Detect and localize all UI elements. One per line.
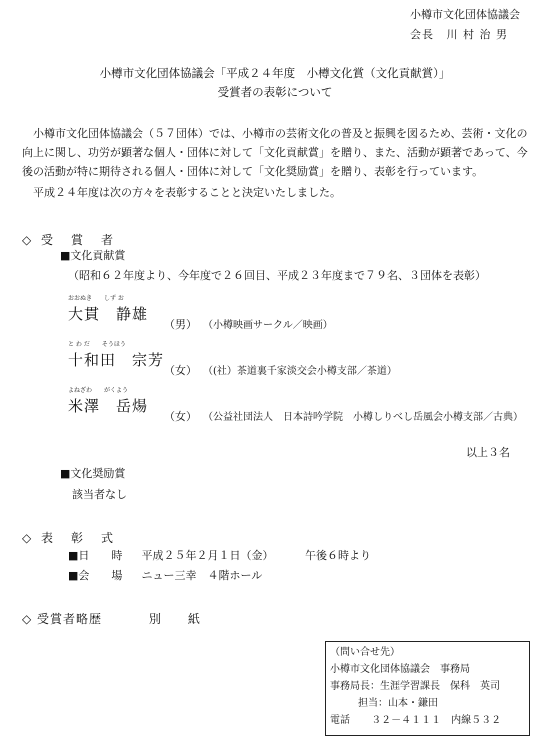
recipient-row (68, 387, 523, 430)
recipient-gender: （女） (164, 364, 197, 377)
recipients-total: 以上３名 (466, 446, 510, 459)
recipient-name: 米澤 岳煬 (68, 397, 149, 415)
recipient-row (68, 341, 397, 384)
contact-title: （問い合せ先） (330, 647, 400, 658)
ceremony-date-row (68, 549, 371, 564)
contact-staff: 担当：山本・鎌田 (358, 698, 438, 709)
contact-org: 小樽市文化団体協議会 事務局 (330, 664, 470, 675)
contact-phone-label: 電話 (330, 715, 350, 726)
recipient-ruby: よねざわ がくよう (68, 387, 129, 394)
contact-phone-value: ３２－４１１１ 内線５３２ (371, 715, 502, 726)
ceremony-date-value: 平成２５年２月１日（金） (141, 549, 274, 562)
recipient-name-wrap (68, 341, 165, 370)
title-line2: 受賞者の表彰について (217, 85, 333, 99)
recipient-affiliation: （公益社団法人 日本詩吟学院 小樽しりべし岳風会小樽支部／古典） (203, 412, 523, 423)
bio-heading: ◇ 受賞者略歴 (22, 612, 103, 626)
ceremony-venue-value: ニュー三幸 ４階ホール (141, 569, 263, 582)
ceremony-date-label: ■日 時 (68, 549, 123, 562)
contact-phone-row (330, 712, 529, 729)
ceremony-heading: ◇ 表 彰 式 (22, 531, 117, 545)
recipient-gender: （男） (164, 318, 197, 331)
bio-row (22, 611, 201, 627)
contribution-award-note: （昭和６２年度より、今年度で２６回目、平成２３年度まで７９名、３団体を表彰） (68, 269, 486, 282)
bio-value: 別 紙 (148, 612, 201, 626)
ceremony-venue-row (68, 569, 262, 584)
title-line1: 小樽市文化団体協議会「平成２４年度 小樽文化賞（文化貢献賞）」 (99, 66, 451, 80)
recipient-name: 十和田 宗芳 (68, 351, 165, 369)
recipient-ruby: と わ だ そうほう (68, 341, 126, 348)
recipient-affiliation: （(社）茶道裏千家淡交会小樽支部／茶道） (203, 366, 397, 377)
recipient-ruby: おおぬき しず お (68, 295, 124, 302)
recipient-name: 大貫 静雄 (68, 305, 149, 323)
chair-title: 会長 (410, 28, 434, 41)
contact-secretary: 事務局長：生涯学習課長 保科 英司 (330, 681, 500, 692)
header-chair (410, 28, 508, 43)
recipient-name-wrap (68, 295, 149, 324)
recipient-name-wrap (68, 387, 149, 416)
recipient-row (68, 295, 333, 338)
contribution-award-label: ■文化貢献賞 (60, 249, 126, 262)
recipients-heading: ◇ 受 賞 者 (22, 233, 117, 247)
body-paragraph-2: 平成２４年度は次の方々を表彰することと決定いたしました。 (33, 186, 341, 199)
encouragement-award-none: 該当者なし (72, 488, 127, 501)
contact-box (325, 641, 530, 736)
ceremony-venue-label: ■会 場 (68, 569, 123, 582)
header-org: 小樽市文化団体協議会 (410, 8, 520, 21)
recipient-gender: （女） (164, 410, 197, 423)
ceremony-time-value: 午後６時より (305, 549, 371, 562)
chair-name: 川 村 治 男 (446, 28, 508, 41)
encouragement-award-label: ■文化奨励賞 (60, 467, 126, 480)
body-paragraph-1: 小樽市文化団体協議会（５７団体）では、小樽市の芸術文化の普及と振興を図るため、芸術・文化の向上に関し、功労が顕著な個人・団体に対して「文化貢献賞」を贈り、また、活動が顕著であって、今後の活動が特に期待される個人・団体に対して「文化奨励賞」を贈り、表彰を行っています。 (22, 127, 528, 178)
recipient-affiliation: （小樽映画サークル／映画） (203, 320, 333, 331)
